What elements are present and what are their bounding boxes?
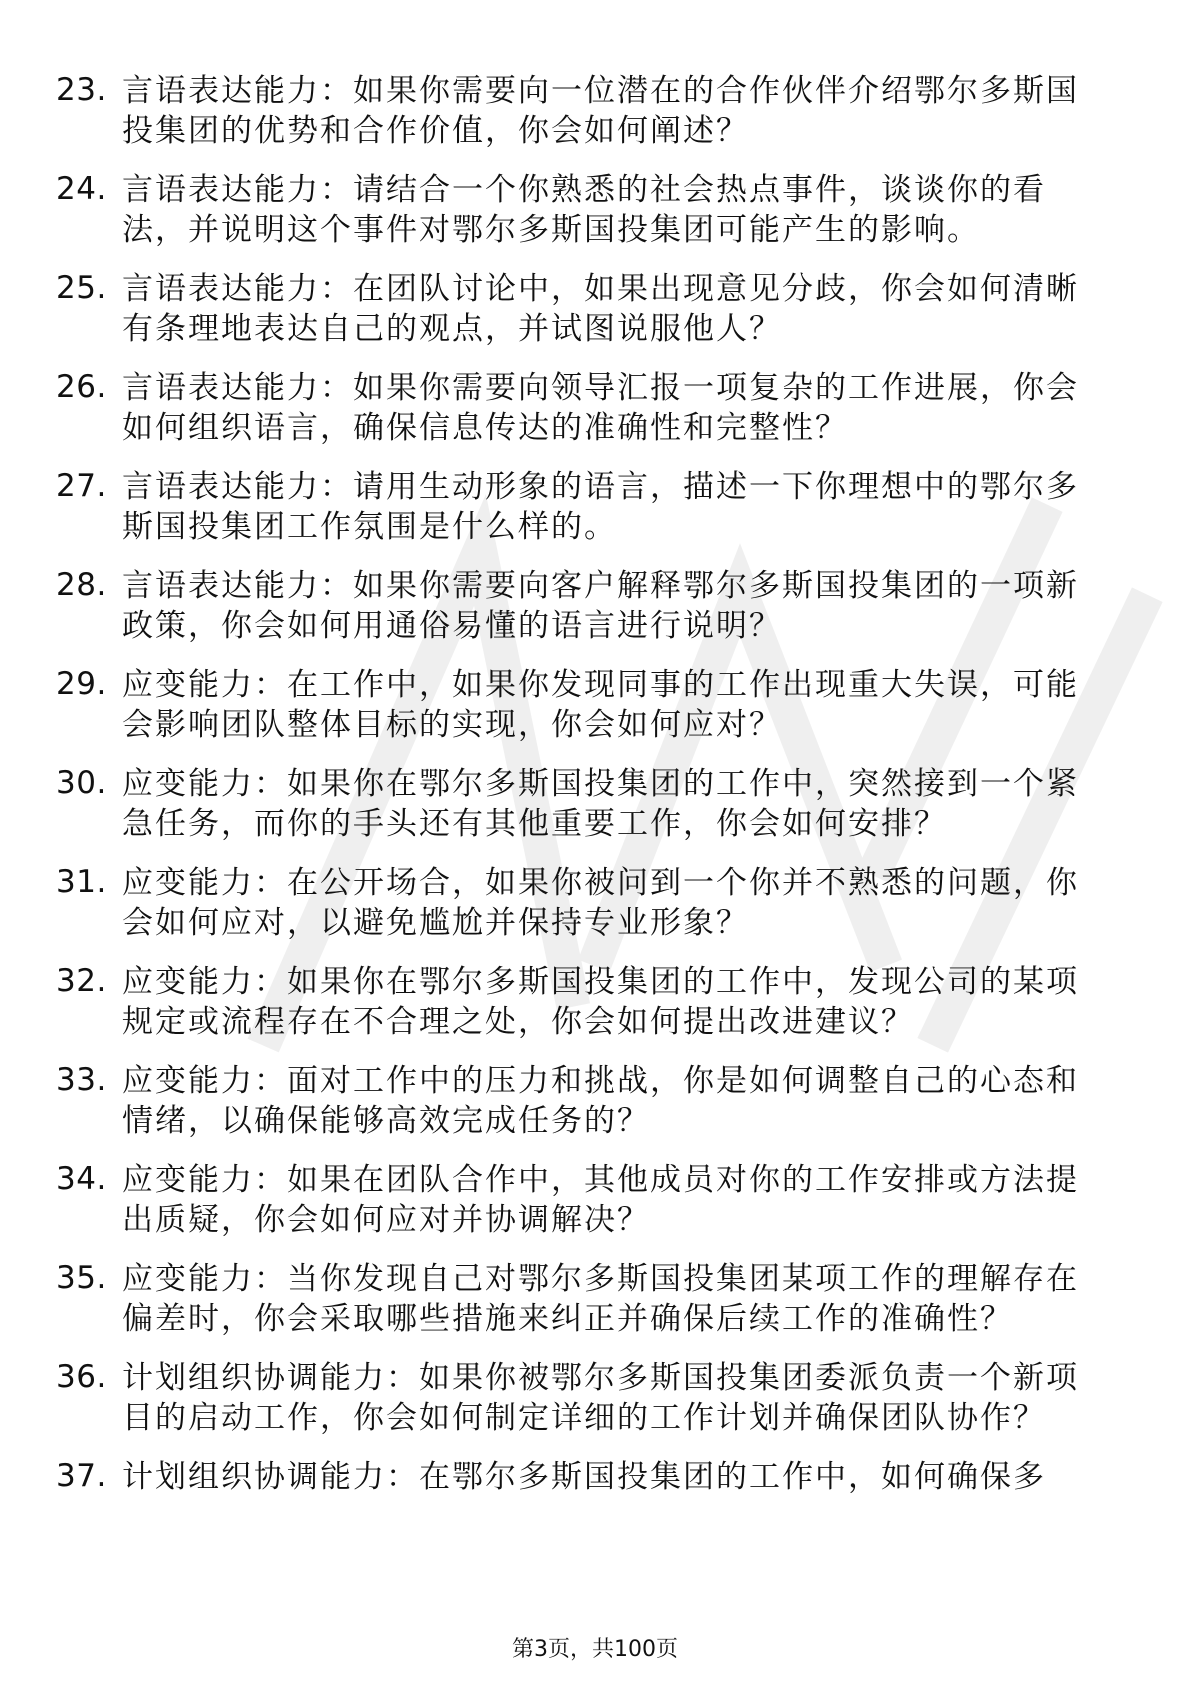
question-text: 应变能力：当你发现自己对鄂尔多斯国投集团某项工作的理解存在偏差时，你会采取哪些措施来纠正并确保后续工作的准确性？: [122, 1261, 1079, 1337]
question-text: 言语表达能力：如果你需要向客户解释鄂尔多斯国投集团的一项新政策，你会如何用通俗易懂的语言进行说明？: [122, 568, 1079, 644]
list-item: [56, 1060, 1096, 1141]
question-text: 计划组织协调能力：如果你被鄂尔多斯国投集团委派负责一个新项目的启动工作，你会如何制定详细的工作计划并确保团队协作？: [122, 1360, 1079, 1436]
question-number: 28.: [56, 567, 107, 603]
list-item: [56, 367, 1096, 448]
question-number: 30.: [56, 765, 107, 801]
list-item: [56, 70, 1096, 151]
page-number: 第3页，共100页: [512, 1637, 678, 1662]
question-number: 29.: [56, 666, 107, 702]
question-number: 34.: [56, 1161, 107, 1197]
question-text: 言语表达能力：在团队讨论中，如果出现意见分歧，你会如何清晰有条理地表达自己的观点，并试图说服他人？: [122, 271, 1079, 347]
list-item: [56, 1357, 1096, 1438]
question-number: 24.: [56, 171, 107, 207]
question-text: 应变能力：在公开场合，如果你被问到一个你并不熟悉的问题，你会如何应对，以避免尴尬并保持专业形象？: [122, 865, 1079, 941]
question-list: [56, 70, 1096, 1515]
list-item: [56, 1456, 1096, 1497]
question-number: 31.: [56, 864, 107, 900]
question-text: 言语表达能力：如果你需要向领导汇报一项复杂的工作进展，你会如何组织语言，确保信息传达的准确性和完整性？: [122, 370, 1079, 446]
list-item: [56, 1159, 1096, 1240]
question-text: 言语表达能力：请结合一个你熟悉的社会热点事件，谈谈你的看法，并说明这个事件对鄂尔多斯国投集团可能产生的影响。: [122, 172, 1046, 248]
question-text: 应变能力：如果你在鄂尔多斯国投集团的工作中，突然接到一个紧急任务，而你的手头还有其他重要工作，你会如何安排？: [122, 766, 1079, 842]
question-text: 应变能力：面对工作中的压力和挑战，你是如何调整自己的心态和情绪，以确保能够高效完成任务的？: [122, 1063, 1079, 1139]
list-item: [56, 664, 1096, 745]
question-text: 计划组织协调能力：在鄂尔多斯国投集团的工作中，如何确保多: [122, 1459, 1046, 1495]
question-text: 应变能力：如果在团队合作中，其他成员对你的工作安排或方法提出质疑，你会如何应对并协调解决？: [122, 1162, 1079, 1238]
list-item: [56, 862, 1096, 943]
question-number: 36.: [56, 1359, 107, 1395]
question-number: 27.: [56, 468, 107, 504]
list-item: [56, 763, 1096, 844]
list-item: [56, 466, 1096, 547]
question-number: 26.: [56, 369, 107, 405]
question-number: 23.: [56, 72, 107, 108]
list-item: [56, 961, 1096, 1042]
list-item: [56, 169, 1096, 250]
list-item: [56, 565, 1096, 646]
list-item: [56, 1258, 1096, 1339]
list-item: [56, 268, 1096, 349]
question-number: 35.: [56, 1260, 107, 1296]
question-text: 言语表达能力：如果你需要向一位潜在的合作伙伴介绍鄂尔多斯国投集团的优势和合作价值，你会如何阐述？: [122, 73, 1079, 149]
question-number: 32.: [56, 963, 107, 999]
question-text: 应变能力：如果你在鄂尔多斯国投集团的工作中，发现公司的某项规定或流程存在不合理之处，你会如何提出改进建议？: [122, 964, 1079, 1040]
question-number: 25.: [56, 270, 107, 306]
question-text: 言语表达能力：请用生动形象的语言，描述一下你理想中的鄂尔多斯国投集团工作氛围是什么样的。: [122, 469, 1079, 545]
question-number: 37.: [56, 1458, 107, 1494]
question-number: 33.: [56, 1062, 107, 1098]
question-text: 应变能力：在工作中，如果你发现同事的工作出现重大失误，可能会影响团队整体目标的实现，你会如何应对？: [122, 667, 1079, 743]
